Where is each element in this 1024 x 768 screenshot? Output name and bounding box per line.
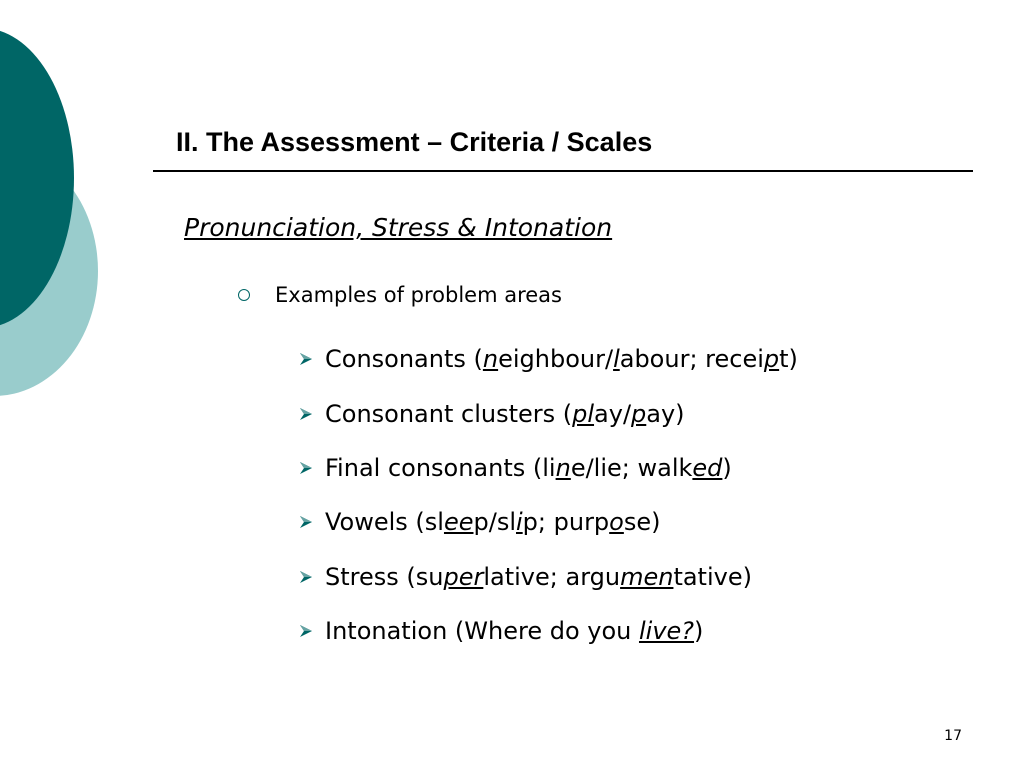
emphasized-sound: n: [482, 345, 499, 374]
text-segment: lative; argu: [483, 562, 621, 591]
hollow-circle-icon: [238, 289, 250, 301]
bullet-text: [325, 563, 752, 591]
bullet-item-stress: [298, 550, 798, 604]
level1-bullet-item: [238, 280, 562, 310]
emphasized-sound: per: [443, 562, 484, 591]
text-segment: Vowels (sl: [325, 508, 444, 537]
slide-title: II. The Assessment – Criteria / Scales: [176, 127, 653, 157]
emphasized-sound: ee: [443, 508, 474, 537]
arrow-bullet-icon: [298, 406, 314, 422]
level1-bullet-text: Examples of problem areas: [275, 283, 562, 307]
emphasized-sound: pl: [572, 399, 595, 428]
text-segment: p/sl: [473, 508, 516, 537]
bullet-text: [325, 508, 661, 536]
arrow-bullet-icon: [298, 351, 314, 367]
text-segment: t): [779, 345, 798, 374]
text-segment: e/lie; walk: [570, 453, 693, 482]
emphasized-sound: live?: [638, 617, 695, 646]
bullet-item-intonation: [298, 604, 798, 658]
emphasized-sound: n: [555, 453, 571, 482]
title-underline-rule: [153, 170, 973, 172]
bullet-item-vowels: [298, 495, 798, 549]
text-segment: eighbour/: [498, 345, 614, 374]
bullet-text: [325, 345, 798, 373]
text-segment: Consonant clusters (: [325, 399, 573, 428]
bullet-item-final-consonants: [298, 441, 798, 495]
bullet-text: [325, 454, 732, 482]
emphasized-sound: i: [516, 508, 523, 537]
page-number: 17: [944, 728, 962, 744]
text-segment: ): [722, 453, 732, 482]
emphasized-sound: men: [620, 562, 674, 591]
bullet-text: [325, 400, 685, 428]
text-segment: Final consonants (li: [325, 453, 556, 482]
text-segment: ay/: [594, 399, 632, 428]
emphasized-sound: o: [609, 508, 624, 537]
text-segment: ): [694, 617, 704, 646]
text-segment: ay): [646, 399, 685, 428]
emphasized-sound: p: [763, 345, 780, 374]
text-segment: tative): [673, 562, 752, 591]
arrow-bullet-icon: [298, 460, 314, 476]
bullet-text: [325, 617, 703, 645]
text-segment: se): [623, 508, 661, 537]
emphasized-sound: l: [613, 345, 620, 374]
bullet-item-consonants: [298, 332, 798, 386]
text-segment: Consonants (: [325, 345, 483, 374]
text-segment: Stress (su: [325, 562, 444, 591]
text-segment: abour; recei: [619, 345, 764, 374]
bullet-item-consonant-clusters: [298, 386, 798, 440]
section-subtitle: Pronunciation, Stress & Intonation: [184, 213, 613, 242]
arrow-bullet-icon: [298, 569, 314, 585]
problem-areas-list: [298, 332, 798, 658]
arrow-bullet-icon: [298, 514, 314, 530]
text-segment: p; purp: [522, 508, 610, 537]
emphasized-sound: p: [631, 399, 647, 428]
arrow-bullet-icon: [298, 623, 314, 639]
text-segment: Intonation (Where do you: [325, 617, 639, 646]
emphasized-sound: ed: [692, 453, 723, 482]
